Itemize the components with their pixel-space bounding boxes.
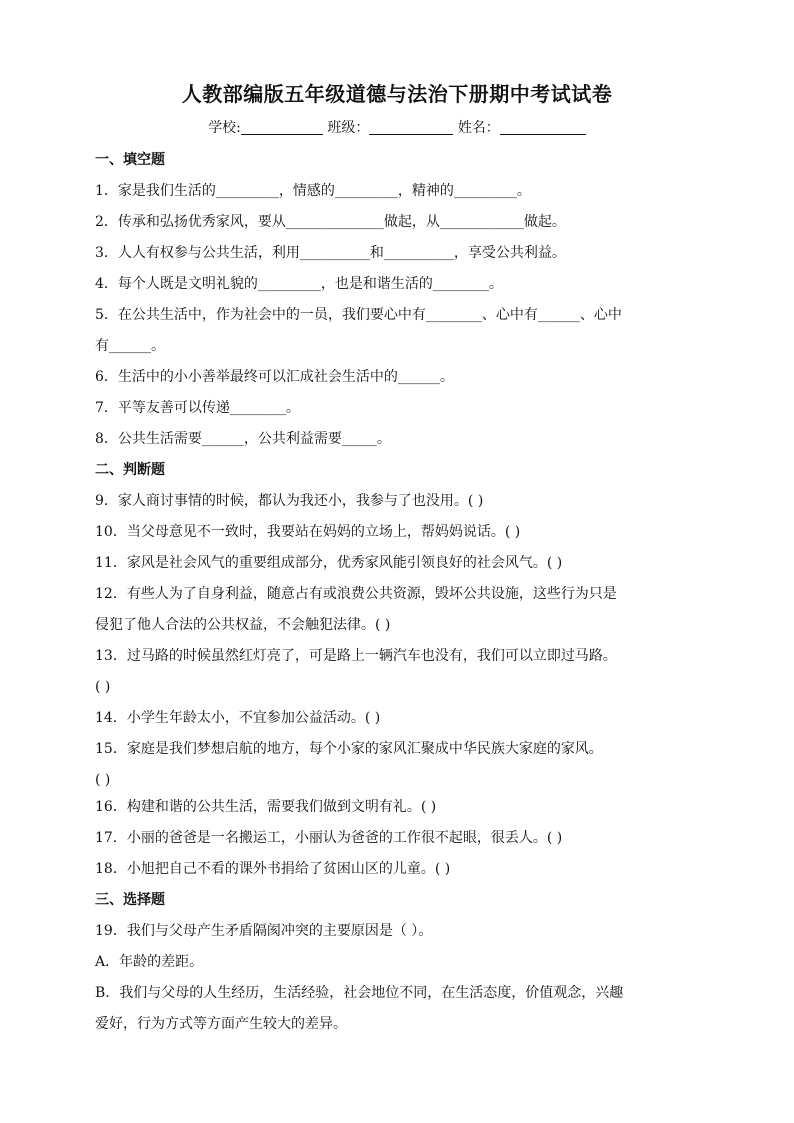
question-5: 5．在公共生活中，作为社会中的一员，我们要心中有________、心中有______、心中 [95, 307, 622, 323]
question-5-cont: 有______。 [95, 338, 165, 354]
option-b: B．我们与父母的人生经历，生活经验，社会地位不同，在生活态度，价值观念，兴趣 [95, 985, 624, 1001]
question-15: 15．家庭是我们梦想启航的地方，每个小家的家风汇聚成中华民族大家庭的家风。 [95, 741, 603, 757]
question-15-cont: ( ) [95, 772, 111, 788]
question-10: 10．当父母意见不一致时，我要站在妈妈的立场上，帮妈妈说话。( ) [95, 524, 521, 540]
question-7: 7．平等友善可以传递________。 [95, 400, 300, 416]
school-label: 学校: [208, 120, 241, 136]
question-3: 3．人人有权参与公共生活，利用__________和__________，享受公共利益。 [95, 245, 566, 261]
question-2: 2．传承和弘扬优秀家风，要从______________做起，从____________做起。 [95, 214, 566, 230]
question-8: 8．公共生活需要______，公共利益需要_____。 [95, 431, 391, 447]
option-a: A．年龄的差距。 [95, 954, 204, 970]
question-14: 14．小学生年龄太小，不宜参加公益活动。( ) [95, 710, 381, 726]
student-info-row [0, 117, 794, 137]
question-13-cont: ( ) [95, 679, 111, 695]
option-b-cont: 爱好，行为方式等方面产生较大的差异。 [95, 1016, 347, 1032]
name-blank[interactable] [500, 120, 586, 135]
question-4: 4．每个人既是文明礼貌的_________，也是和谐生活的________。 [95, 276, 503, 292]
question-9: 9．家人商讨事情的时候，都认为我还小，我参与了也没用。( ) [95, 493, 484, 509]
page-title: 人教部编版五年级道德与法治下册期中考试试卷 [181, 82, 613, 106]
question-17: 17．小丽的爸爸是一名搬运工，小丽认为爸爸的工作很不起眼，很丢人。( ) [95, 830, 563, 846]
question-13: 13．过马路的时候虽然红灯亮了，可是路上一辆汽车也没有，我们可以立即过马路。 [95, 648, 617, 664]
question-11: 11．家风是社会风气的重要组成部分，优秀家风能引领良好的社会风气。( ) [95, 555, 563, 571]
question-1: 1．家是我们生活的_________，情感的_________，精神的_________。 [95, 183, 531, 199]
school-blank[interactable] [241, 120, 323, 135]
class-label: 班级： [327, 120, 370, 136]
section-heading-true-false: 二、判断题 [95, 462, 165, 478]
section-heading-multiple-choice: 三、选择题 [95, 892, 165, 908]
class-blank[interactable] [369, 120, 453, 135]
question-12: 12．有些人为了自身利益，随意占有或浪费公共资源，毁坏公共设施，这些行为只是 [95, 586, 617, 602]
question-12-cont: 侵犯了他人合法的公共权益，不会触犯法律。( ) [95, 617, 391, 633]
question-6: 6．生活中的小小善举最终可以汇成社会生活中的______。 [95, 369, 454, 385]
question-18: 18．小旭把自己不看的课外书捐给了贫困山区的儿童。( ) [95, 861, 451, 877]
section-heading-fill-blank: 一、填空题 [95, 152, 165, 168]
question-19: 19．我们与父母产生矛盾隔阂冲突的主要原因是（ ）。 [95, 923, 433, 939]
question-16: 16．构建和谐的公共生活，需要我们做到文明有礼。( ) [95, 799, 437, 815]
name-label: 姓名： [457, 120, 500, 136]
